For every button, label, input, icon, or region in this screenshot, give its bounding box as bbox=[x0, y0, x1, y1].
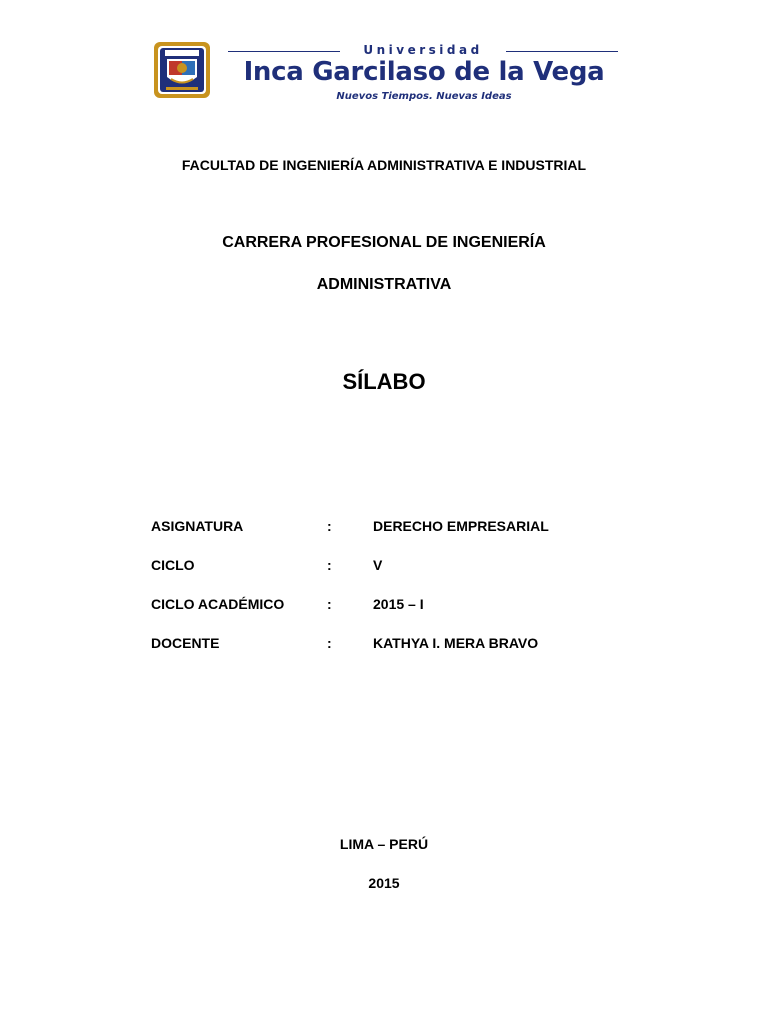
info-label: DOCENTE bbox=[151, 635, 220, 651]
info-row-subject bbox=[151, 516, 631, 555]
university-logo bbox=[150, 38, 620, 106]
career-heading-line-2: ADMINISTRATIVA bbox=[316, 276, 452, 293]
info-row-cycle bbox=[151, 555, 631, 594]
info-separator: : bbox=[327, 635, 332, 651]
info-label: ASIGNATURA bbox=[151, 518, 244, 534]
info-value: V bbox=[373, 557, 383, 573]
document-title: SÍLABO bbox=[342, 369, 426, 394]
university-label: Universidad bbox=[363, 43, 483, 57]
info-separator: : bbox=[327, 596, 332, 612]
university-seal-icon bbox=[153, 41, 211, 99]
info-row-teacher bbox=[151, 633, 631, 672]
divider bbox=[506, 51, 618, 52]
divider bbox=[228, 51, 340, 52]
info-value: 2015 – I bbox=[373, 596, 424, 612]
faculty-heading: FACULTAD DE INGENIERÍA ADMINISTRATIVA E INDUSTRIAL bbox=[181, 157, 587, 173]
year-text: 2015 bbox=[368, 875, 400, 891]
info-separator: : bbox=[327, 557, 332, 573]
course-info bbox=[151, 516, 631, 672]
info-label: CICLO bbox=[151, 557, 195, 573]
info-value: DERECHO EMPRESARIAL bbox=[373, 518, 549, 534]
university-name: Inca Garcilaso de la Vega bbox=[243, 57, 605, 87]
info-separator: : bbox=[327, 518, 332, 534]
location-text: LIMA – PERÚ bbox=[339, 836, 429, 852]
info-row-academic-cycle bbox=[151, 594, 631, 633]
university-slogan: Nuevos Tiempos. Nuevas Ideas bbox=[336, 91, 512, 102]
info-label: CICLO ACADÉMICO bbox=[151, 596, 285, 612]
career-heading-line-1: CARRERA PROFESIONAL DE INGENIERÍA bbox=[222, 234, 546, 251]
info-value: KATHYA I. MERA BRAVO bbox=[373, 635, 539, 651]
